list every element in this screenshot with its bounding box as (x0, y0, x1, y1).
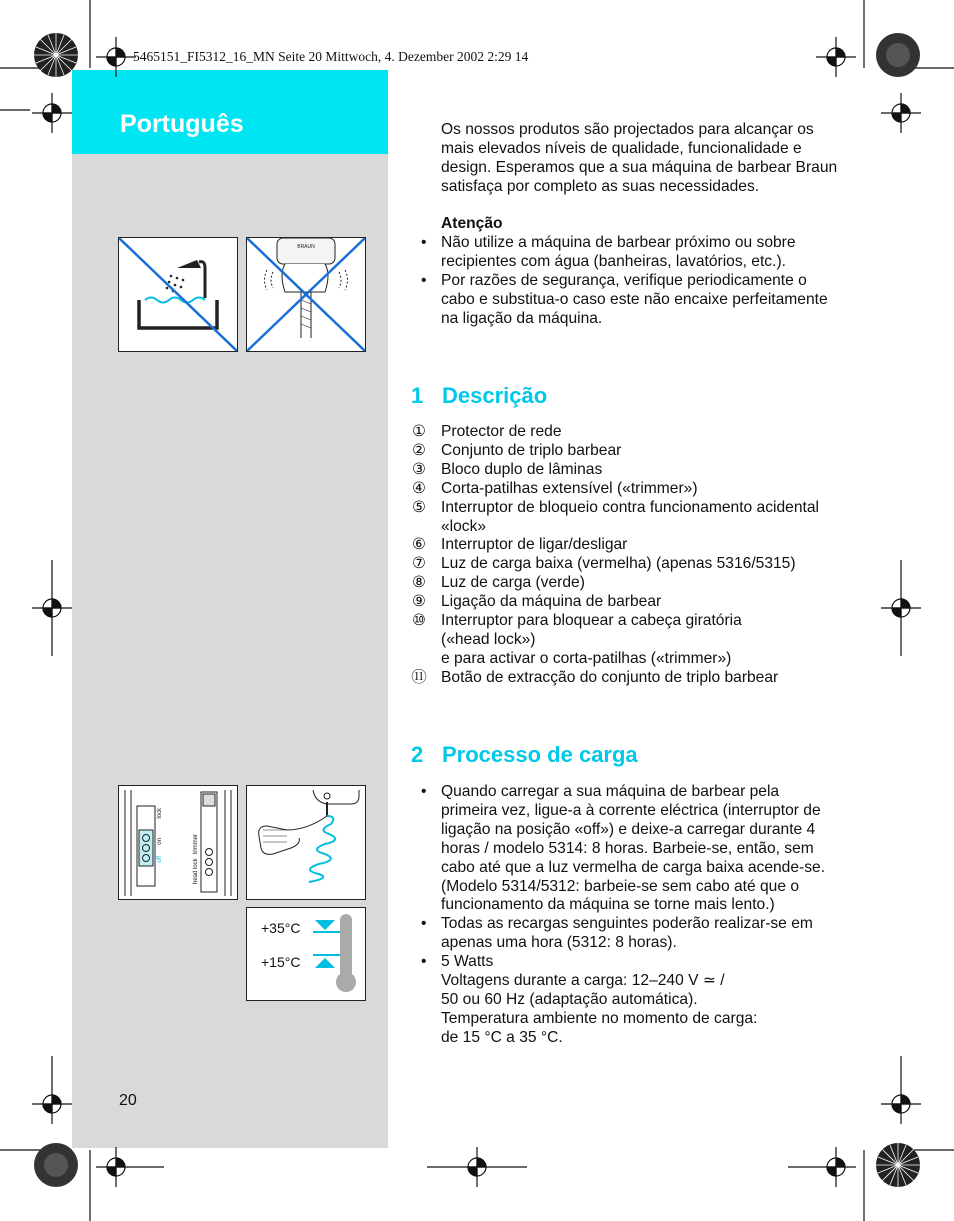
list-item: ② Conjunto de triplo barbear (412, 441, 622, 459)
thermometer-icon (247, 908, 365, 1000)
svg-text:lock: lock (157, 808, 163, 819)
list-item: • Quando carregar a sua máquina de barbear pela primeira vez, ligue-a à corrente eléctrica (interruptor de ligação na posição «off») e deixe-a carregar durante 4 horas / modelo 5314: 8 horas. Barbeie-se, então, sem cabo até que a luz vermelha de carga baixa acende-se. (Modelo 5314/5312: barbeie-se sem cabo até que o funcionamento da máquina se torne mais lento.) (421, 783, 826, 914)
svg-text:off: off (157, 856, 163, 863)
page-number: 20 (119, 1092, 137, 1109)
list-item: ⑤ Interruptor de bloqueio contra funcionamento acidental «lock» (412, 498, 819, 535)
list-item: ⑩ Interruptor para bloquear a cabeça giratória («head lock») (412, 612, 742, 648)
list-item: ⑦ Luz de carga baixa (vermelha) (apenas 5316/5315) (412, 555, 796, 573)
figure-no-water (118, 237, 238, 352)
charging-list (413, 783, 843, 1048)
list-item: ① Protector de rede (412, 423, 562, 440)
figure-switches (118, 785, 238, 900)
list-item: • Por razões de segurança, verifique periodicamente o cabo e substitua-o caso este não encaixe perfeitamente na ligação da máquina. (421, 271, 828, 327)
figure-charging-cable (246, 785, 366, 900)
list-item: ③ Bloco duplo de lâminas (412, 460, 603, 478)
parts-list (409, 423, 849, 688)
section-heading-charging: 2 Processo de carga (411, 742, 638, 767)
svg-text:+35°C: +35°C (261, 920, 301, 936)
list-item: • Todas as recargas senguintes poderão realizar-se em apenas uma hora (5312: 8 horas). (421, 915, 813, 952)
warning-list (413, 234, 843, 329)
section-heading-description: 1 Descrição (411, 383, 548, 408)
figure-temperature (246, 907, 366, 1001)
figure-damaged-cable (246, 237, 366, 352)
bath-shower-icon (119, 238, 237, 351)
svg-text:on: on (157, 838, 163, 845)
svg-text:+15°C: +15°C (261, 954, 301, 970)
list-item: ⑪ Botão de extracção do conjunto de triplo barbear (411, 668, 779, 686)
intro-paragraph: Os nossos produtos são projectados para alcançar os mais elevados níveis de qualidade, funcionalidade e design. Esperamos que a sua máquina de barbear Braun satisfaça por completo as suas necessidades. (441, 121, 838, 195)
svg-text:head lock: head lock (193, 858, 199, 884)
warning-title: Atenção (441, 215, 503, 232)
svg-text:trimmer: trimmer (193, 834, 199, 855)
list-item: ④ Corta-patilhas extensível («trimmer») (412, 479, 698, 497)
list-item: • 5 Watts Voltagens durante a carga: 12–240 V ≃ / 50 ou 60 Hz (adaptação automática). Temperatura ambiente no momento de carga: de 15 °C a 35 °C. (421, 953, 758, 1046)
svg-text:BRAUN: BRAUN (297, 244, 315, 250)
print-header: 5465151_FI5312_16_MN Seite 20 Mittwoch, 4. Dezember 2002 2:29 14 (133, 49, 529, 64)
list-item: ⑨ Ligação da máquina de barbear (412, 593, 662, 611)
switch-panel-icon (119, 786, 237, 899)
shaver-cable-icon (247, 238, 365, 351)
charging-cable-icon (247, 786, 365, 899)
list-item: e para activar o corta-patilhas («trimmer») (441, 649, 732, 667)
page-title: Português (120, 110, 244, 138)
list-item: • Não utilize a máquina de barbear próximo ou sobre recipientes com água (banheiras, lavatórios, etc.). (421, 234, 796, 270)
list-item: ⑧ Luz de carga (verde) (412, 574, 585, 592)
list-item: ⑥ Interruptor de ligar/desligar (412, 536, 628, 554)
